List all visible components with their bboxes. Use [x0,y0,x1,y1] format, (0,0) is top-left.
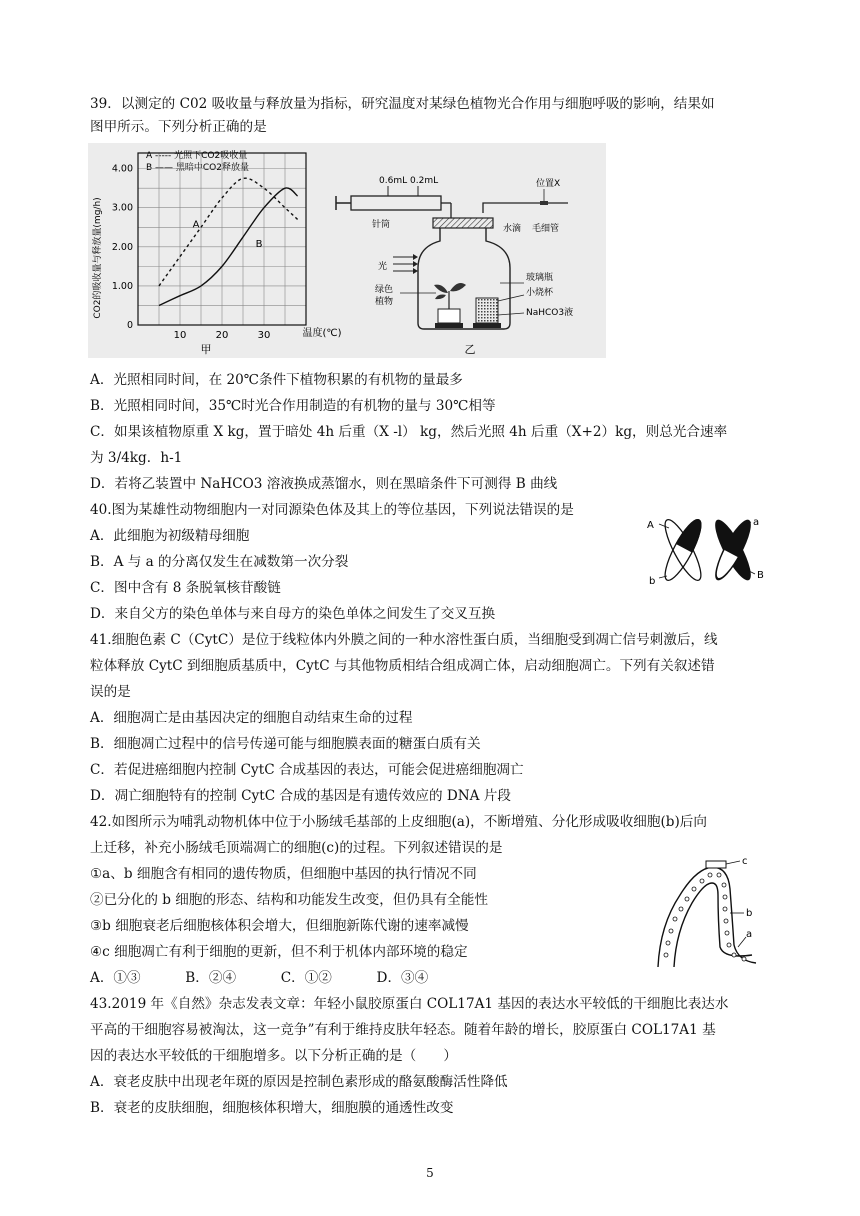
q39-option-c: C．如果该植物原重 X kg，置于暗处 4h 后重（X -l） kg，然后光照 4h 后重（X+2）kg，则总光合速率 [90,424,728,440]
q39-option-a: A．光照相同时间，在 20℃条件下植物积累的有机物的量最多 [90,372,463,388]
label-water-drop: 水滴 [503,224,522,234]
q39-stem-line1: 39．以测定的 C02 吸收量与释放量为指标，研究温度对某绿色植物光合作用与细胞呼吸的影响，结果如 [90,96,715,112]
q41-option-a: A．细胞凋亡是由基因决定的细胞自动结束生命的过程 [90,710,413,726]
villus-label-b: b [746,908,753,919]
q42-choice-b: B．②④ [185,970,237,986]
q41-stem-line1: 41.细胞色素 C（CytC）是位于线粒体内外膜之间的一种水溶性蛋白质，当细胞受到凋亡信号刺激后，线 [90,632,718,648]
q43-option-b: B．衰老的皮肤细胞，细胞核体积增大，细胞膜的通透性改变 [90,1100,454,1116]
allele-label-b: b [649,576,656,587]
q39-option-c-cont: 为 3/4kg．h-1 [90,450,183,466]
curve-label-a: A [192,219,200,231]
q42-choice-d: D．③④ [376,970,429,986]
y-tick-label: 3.00 [111,202,133,214]
q42-stem-line2: 上迁移，补充小肠绒毛顶端凋亡的细胞(c)的过程。下列叙述错误的是 [90,840,503,856]
q40-stem: 40.图为某雄性动物细胞内一对同源染色体及其上的等位基因，下列说法错误的是 [90,502,574,518]
q41-option-b: B．细胞凋亡过程中的信号传递可能与细胞膜表面的糖蛋白质有关 [90,736,481,752]
villus-label-a: a [746,929,753,940]
q39-option-d: D．若将乙装置中 NaHCO3 溶液换成蒸馏水，则在黑暗条件下可测得 B 曲线 [90,476,558,492]
y-tick-label: 2.00 [111,241,133,253]
allele-label-B: B [757,570,764,581]
y-tick-label: 4.00 [111,163,133,175]
legend-b: B —— 黑暗中CO2释放量 [146,163,249,173]
q41-option-c: C．若促进癌细胞内控制 CytC 合成基因的表达，可能会促进癌细胞凋亡 [90,762,524,778]
apparatus-yi [336,176,573,356]
y-tick-label: 1.00 [111,280,133,292]
q40-option-c: C．图中含有 8 条脱氧核苷酸链 [90,580,281,596]
allele-label-a: a [753,517,760,528]
label-position-x: 位置X [536,179,561,189]
q41-stem-line2: 粒体释放 CytC 到细胞质基质中，CytC 与其他物质相结合组成凋亡体，启动细胞凋亡。下列有关叙述错 [90,658,715,674]
green-plant [434,283,466,328]
page-number: 5 [426,1166,434,1180]
x-tick-label: 30 [257,330,271,341]
q43-stem-line3: 因的表达水平较低的干细胞增多。以下分析正确的是（ ） [90,1048,458,1064]
q42-item-2: ②已分化的 b 细胞的形态、结构和功能发生改变，但仍具有全能性 [90,892,488,908]
curve-label-b: B [255,238,263,250]
q42-villus-figure [652,855,762,970]
allele-label-A: A [647,520,654,531]
q41-stem-line3: 误的是 [90,684,131,700]
label-0.2ml: 0.2mL [410,176,439,186]
chromosome-left [659,516,707,584]
q43-option-a: A．衰老皮肤中出现老年斑的原因是控制色素形成的酪氨酸酶活性降低 [90,1074,508,1090]
panel-label-yi: 乙 [464,343,476,356]
q39-stem-line2: 图甲所示。下列分析正确的是 [90,119,267,135]
q42-item-1: ①a、b 细胞含有相同的遗传物质，但细胞中基因的执行情况不同 [90,866,477,882]
label-bottle: 玻璃瓶 [526,273,554,283]
label-beaker: 小烧杯 [526,288,554,298]
villus-label-c: c [742,856,748,867]
syringe-barrel [351,196,441,210]
panel-label-jia: 甲 [200,343,212,356]
q42-item-3: ③b 细胞衰老后细胞核体积会增大，但细胞新陈代谢的速率减慢 [90,918,469,934]
label-plant-2: 植物 [375,297,394,307]
q40-option-b: B．A 与 a 的分离仅发生在减数第一次分裂 [90,554,349,570]
legend-a: A ----- 光照下CO2吸收量 [146,151,248,161]
q43-stem-line1: 43.2019 年《自然》杂志发表文章：年轻小鼠胶原蛋白 COL17A1 基因的表达水平较低的干细胞比表达水 [90,996,729,1012]
y-axis-label: CO2的吸收量与释放量(mg/h) [93,197,103,319]
q40-chromosome-figure [645,510,775,590]
q42-choice-c: C．①② [280,970,332,986]
stopper [433,218,493,228]
q41-option-d: D．凋亡细胞特有的控制 CytC 合成的基因是有遗传效应的 DNA 片段 [90,788,511,804]
q39-option-b: B．光照相同时间，35℃时光合作用制造的有机物的量与 30℃相等 [90,398,496,414]
q42-choices [90,968,428,988]
label-0.6ml: 0.6mL [379,176,408,186]
label-plant-1: 绿色 [375,285,394,295]
chromosome-right [709,516,760,584]
x-axis-label: 温度(℃) [302,328,342,339]
q42-stem-line1: 42.如图所示为哺乳动物机体中位于小肠绒毛基部的上皮细胞(a)，不断增殖、分化形成吸收细胞(b)后向 [90,814,707,830]
q40-option-a: A．此细胞为初级精母细胞 [90,528,250,544]
q43-stem-line2: 平高的干细胞容易被淘汰，这一竞争”有利于维持皮肤年轻态。随着年龄的增长，胶原蛋白 COL17A1 基 [90,1022,716,1038]
chart-jia [88,143,606,358]
label-capillary: 毛细管 [532,224,560,234]
x-tick-label: 20 [215,330,229,341]
label-needle: 针筒 [372,220,391,230]
label-light: 光 [378,262,388,272]
x-tick-label: 10 [173,330,187,341]
q42-choice-a: A．①③ [90,970,141,986]
small-beaker [473,298,501,328]
y-tick-label: 0 [126,320,133,331]
q40-option-d: D．来自父方的染色单体与来自母方的染色单体之间发生了交叉互换 [90,606,496,622]
q39-figure [88,143,606,358]
label-solution: NaHCO3液 [526,308,574,318]
q42-item-4: ④c 细胞凋亡有利于细胞的更新，但不利于机体内部环境的稳定 [90,944,468,960]
